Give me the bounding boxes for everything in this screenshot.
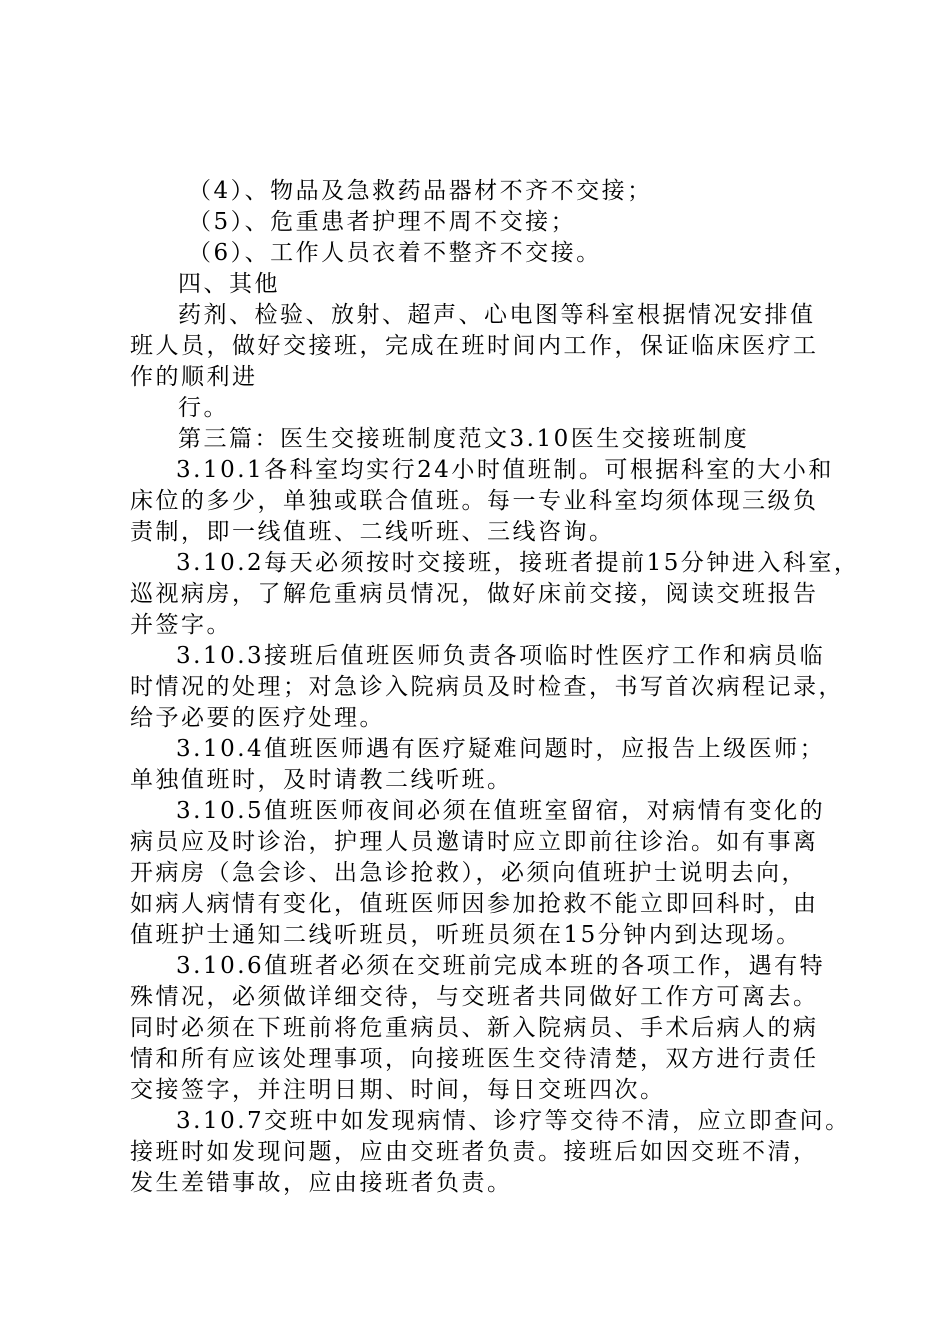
text-line: 开病房（急会诊、出急诊抢救），必须向值班护士说明去向， [130, 860, 807, 886]
text-line: 3.10.4值班医师遇有医疗疑难问题时，应报告上级医师； [176, 736, 826, 762]
text-line: 值班护士通知二线听班员，听班员须在15分钟内到达现场。 [130, 922, 802, 948]
text-line: 3.10.1各科室均实行24小时值班制。可根据科室的大小和 [176, 457, 834, 483]
text-line: 3.10.6值班者必须在交班前完成本班的各项工作，遇有特 [176, 953, 826, 979]
text-line: 3.10.7交班中如发现病情、诊疗等交待不清，应立即查问。 [176, 1108, 851, 1134]
document-page [130, 176, 860, 1199]
text-line: 并签字。 [130, 612, 232, 638]
text-line: （5）、危重患者护理不周不交接； [188, 209, 577, 235]
chapter-title: 第三篇：医生交接班制度范文3.10医生交接班制度 [178, 426, 750, 452]
text-line: 殊情况，必须做详细交待，与交班者共同做好工作方可离去。 [130, 984, 819, 1010]
text-line: 发生差错事故，应由接班者负责。 [130, 1170, 513, 1196]
text-line: 药剂、检验、放射、超声、心电图等科室根据情况安排值 [178, 302, 816, 328]
text-line: 3.10.5值班医师夜间必须在值班室留宿，对病情有变化的 [176, 798, 826, 824]
text-line: 班人员，做好交接班，完成在班时间内工作，保证临床医疗工 [130, 333, 819, 359]
text-line: （4）、物品及急救药品器材不齐不交接； [188, 178, 653, 204]
text-line: （6）、工作人员衣着不整齐不交接。 [188, 240, 602, 266]
section-heading: 四、其他 [178, 271, 280, 297]
text-line: 床位的多少，单独或联合值班。每一专业科室均须体现三级负 [130, 488, 819, 514]
text-line: 责制，即一线值班、二线听班、三线咨询。 [130, 519, 615, 545]
text-line: 时情况的处理；对急诊入院病员及时检查，书写首次病程记录， [130, 674, 844, 700]
text-line: 接班时如发现问题，应由交班者负责。接班后如因交班不清， [130, 1139, 819, 1165]
text-line: 给予必要的医疗处理。 [130, 705, 385, 731]
text-line: 病员应及时诊治，护理人员邀请时应立即前往诊治。如有事离 [130, 829, 819, 855]
text-line: 交接签字，并注明日期、时间，每日交班四次。 [130, 1077, 666, 1103]
text-line: 3.10.2每天必须按时交接班，接班者提前15分钟进入科室， [176, 550, 860, 576]
text-line: 巡视病房，了解危重病员情况，做好床前交接，阅读交班报告 [130, 581, 819, 607]
text-line: 情和所有应该处理事项，向接班医生交待清楚，双方进行责任 [130, 1046, 819, 1072]
text-line: 行。 [178, 395, 229, 421]
text-line: 单独值班时，及时请教二线听班。 [130, 767, 513, 793]
text-line: 如病人病情有变化，值班医师因参加抢救不能立即回科时，由 [130, 891, 819, 917]
text-line: 作的顺利进 [130, 364, 258, 390]
text-line: 3.10.3接班后值班医师负责各项临时性医疗工作和病员临 [176, 643, 826, 669]
text-line: 同时必须在下班前将危重病员、新入院病员、手术后病人的病 [130, 1015, 819, 1041]
